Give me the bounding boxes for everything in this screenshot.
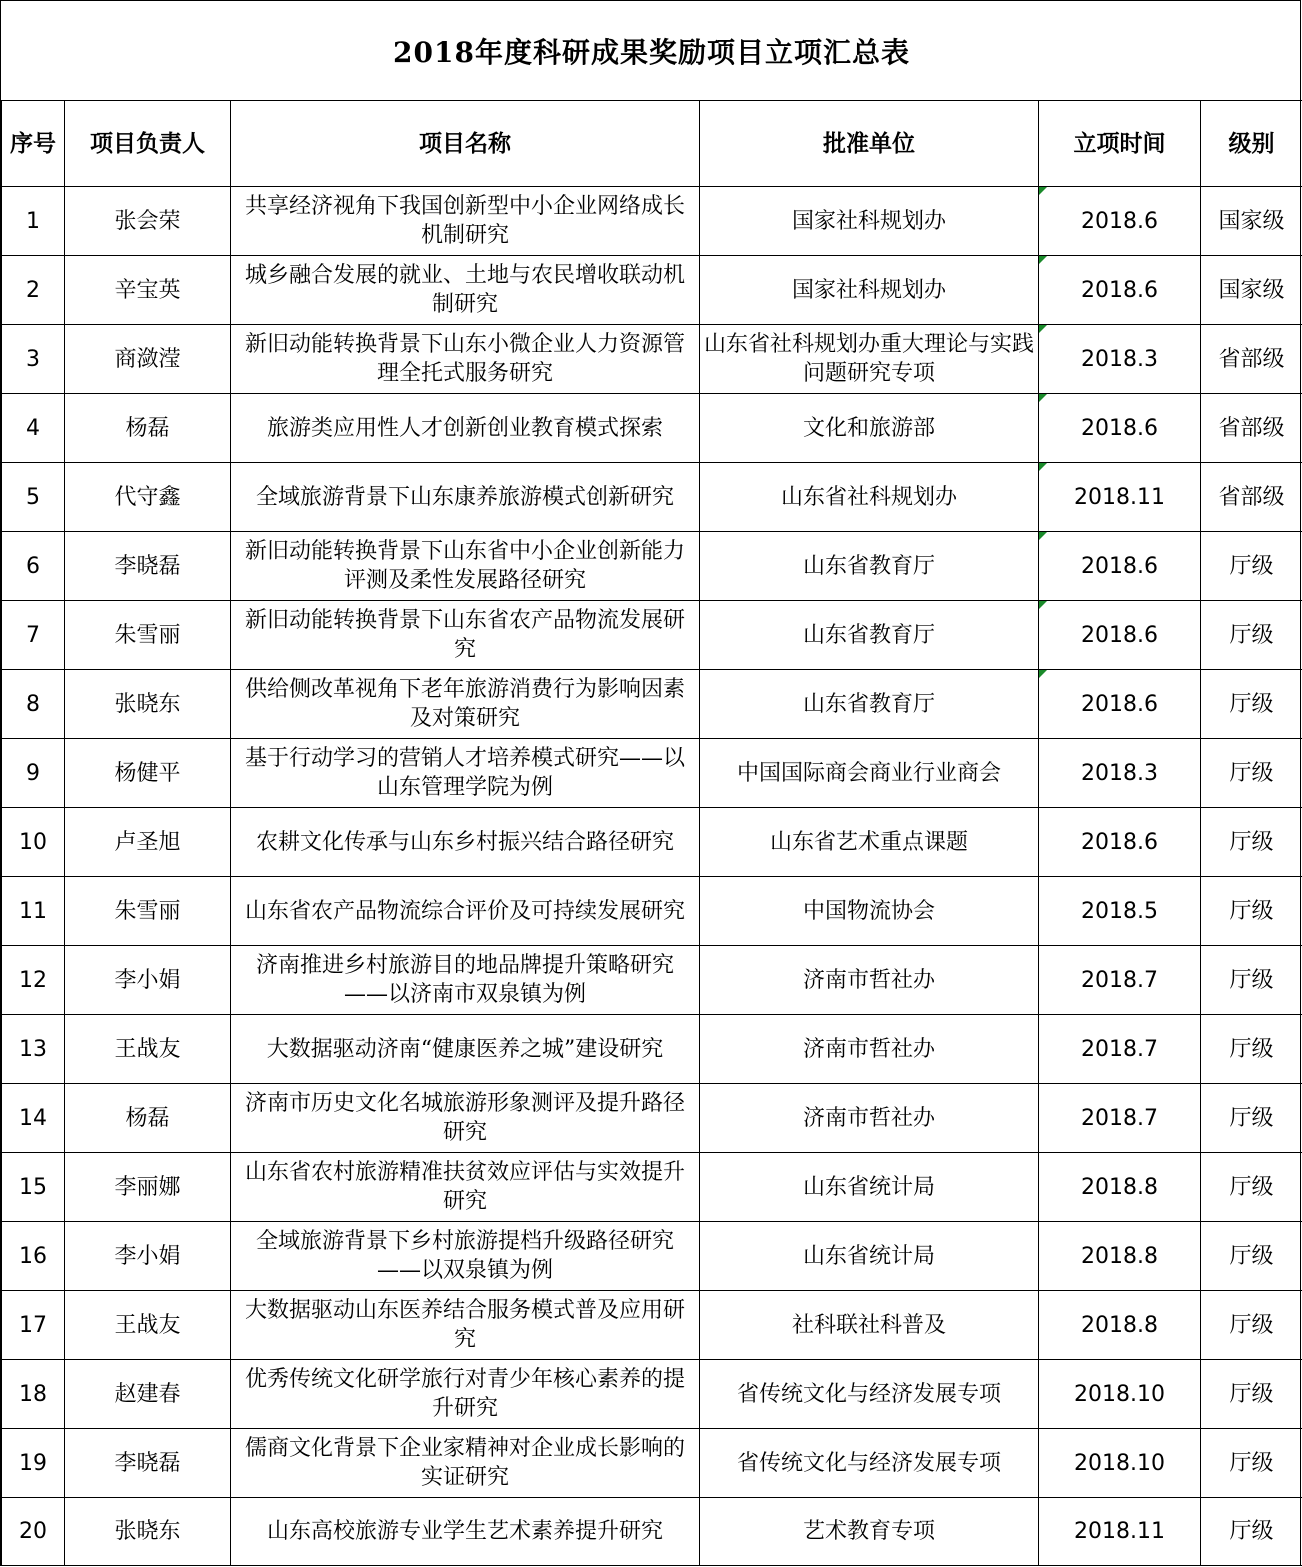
cell-level [1201, 739, 1302, 808]
cell-no [2, 1429, 65, 1498]
cell-leader-text: 李小娟 [114, 967, 181, 993]
cell-leader [65, 256, 231, 325]
cell-no [2, 1222, 65, 1291]
cell-time [1039, 1084, 1201, 1153]
title-row [1, 1, 1302, 101]
header-time: 立项时间 [1039, 101, 1201, 187]
cell-time [1039, 463, 1201, 532]
cell-no-text: 3 [26, 346, 40, 372]
cell-leader [65, 1153, 231, 1222]
cell-project-name-text: 优秀传统文化研学旅行对青少年核心素养的提升研究 [244, 1367, 685, 1421]
cell-no [2, 187, 65, 256]
cell-leader [65, 670, 231, 739]
comment-marker-icon [1039, 187, 1047, 195]
cell-leader [65, 1360, 231, 1429]
table-row [2, 946, 1302, 1015]
cell-time-text: 2018.11 [1074, 1519, 1165, 1544]
cell-no [2, 601, 65, 670]
cell-unit [700, 1498, 1039, 1566]
cell-time [1039, 256, 1201, 325]
cell-level [1201, 670, 1302, 739]
cell-level-text: 厅级 [1229, 898, 1274, 924]
cell-no-text: 16 [19, 1243, 47, 1269]
cell-level-text: 厅级 [1229, 1381, 1274, 1407]
cell-unit-text: 国家社科规划办 [791, 277, 946, 303]
cell-time [1039, 187, 1201, 256]
cell-leader [65, 946, 231, 1015]
cell-leader [65, 1291, 231, 1360]
cell-level [1201, 1222, 1302, 1291]
cell-project-name [231, 877, 700, 946]
cell-no [2, 325, 65, 394]
cell-leader [65, 877, 231, 946]
cell-project-name [231, 1498, 700, 1566]
cell-level-text: 厅级 [1229, 1450, 1274, 1476]
cell-no [2, 1291, 65, 1360]
cell-level [1201, 1153, 1302, 1222]
cell-leader [65, 187, 231, 256]
header-level: 级别 [1201, 101, 1302, 187]
cell-project-name [231, 532, 700, 601]
cell-leader-text: 卢圣旭 [114, 829, 181, 855]
cell-level-text: 厅级 [1229, 1105, 1274, 1131]
cell-leader-text: 王战友 [114, 1312, 181, 1338]
cell-unit-text: 中国国际商会商业行业商会 [736, 760, 1001, 786]
cell-level-text: 厅级 [1229, 1312, 1274, 1338]
cell-no-text: 12 [19, 967, 47, 993]
cell-unit [700, 1429, 1039, 1498]
cell-project-name-text: 大数据驱动济南“健康医养之城”建设研究 [266, 1036, 664, 1062]
cell-level-text: 省部级 [1218, 346, 1285, 372]
cell-time-text: 2018.6 [1081, 691, 1158, 717]
cell-project-name [231, 1360, 700, 1429]
cell-level [1201, 256, 1302, 325]
cell-time [1039, 739, 1201, 808]
cell-level-text: 厅级 [1229, 691, 1274, 717]
cell-unit [700, 601, 1039, 670]
cell-unit-text: 山东省艺术重点课题 [769, 829, 968, 855]
cell-level [1201, 601, 1302, 670]
cell-level [1201, 1084, 1302, 1153]
cell-unit-text: 省传统文化与经济发展专项 [736, 1381, 1001, 1407]
cell-time [1039, 670, 1201, 739]
cell-project-name [231, 256, 700, 325]
cell-leader [65, 1498, 231, 1566]
cell-unit-text: 山东省社科规划办重大理论与实践问题研究专项 [704, 332, 1035, 386]
table-row [2, 877, 1302, 946]
cell-no [2, 1153, 65, 1222]
cell-leader-text: 李小娟 [114, 1243, 181, 1269]
cell-no [2, 1498, 65, 1566]
cell-level [1201, 463, 1302, 532]
comment-marker-icon [1039, 670, 1047, 678]
cell-project-name [231, 1429, 700, 1498]
cell-no [2, 1084, 65, 1153]
cell-unit-text: 省传统文化与经济发展专项 [736, 1450, 1001, 1476]
cell-no-text: 10 [19, 829, 47, 855]
cell-level-text: 厅级 [1229, 1036, 1274, 1062]
cell-project-name [231, 1291, 700, 1360]
cell-unit [700, 1153, 1039, 1222]
cell-unit-text: 济南市哲社办 [802, 1105, 935, 1131]
cell-level [1201, 1498, 1302, 1566]
cell-time-text: 2018.3 [1081, 760, 1158, 786]
cell-unit [700, 1015, 1039, 1084]
cell-unit [700, 739, 1039, 808]
cell-time-text: 2018.7 [1081, 1036, 1158, 1062]
cell-project-name [231, 670, 700, 739]
cell-unit-text: 济南市哲社办 [802, 1036, 935, 1062]
cell-no [2, 1015, 65, 1084]
cell-project-name [231, 601, 700, 670]
cell-leader-text: 李晓磊 [114, 553, 181, 579]
cell-leader-text: 李晓磊 [114, 1450, 181, 1476]
cell-no [2, 808, 65, 877]
cell-leader-text: 张晓东 [114, 691, 181, 717]
table-row [2, 1498, 1302, 1566]
cell-time-text: 2018.6 [1081, 277, 1158, 303]
table-row [2, 1222, 1302, 1291]
cell-no [2, 946, 65, 1015]
cell-time-text: 2018.6 [1081, 553, 1158, 579]
cell-level-text: 厅级 [1229, 1519, 1274, 1544]
cell-unit [700, 394, 1039, 463]
header-unit: 批准单位 [700, 101, 1039, 187]
cell-level [1201, 1360, 1302, 1429]
cell-unit [700, 670, 1039, 739]
cell-level-text: 省部级 [1218, 484, 1285, 510]
cell-time [1039, 808, 1201, 877]
cell-level [1201, 1015, 1302, 1084]
cell-leader-text: 杨磊 [125, 415, 170, 441]
cell-project-name-text: 农耕文化传承与山东乡村振兴结合路径研究 [255, 829, 674, 855]
cell-project-name-text: 全域旅游背景下乡村旅游提档升级路径研究——以双泉镇为例 [255, 1229, 674, 1283]
cell-project-name [231, 808, 700, 877]
cell-unit [700, 808, 1039, 877]
cell-project-name-text: 全域旅游背景下山东康养旅游模式创新研究 [255, 484, 674, 510]
cell-time [1039, 1222, 1201, 1291]
cell-level [1201, 877, 1302, 946]
cell-level-text: 厅级 [1229, 1243, 1274, 1269]
cell-time [1039, 1429, 1201, 1498]
cell-project-name [231, 187, 700, 256]
cell-unit-text: 山东省教育厅 [802, 553, 935, 579]
table-row [2, 463, 1302, 532]
cell-time [1039, 532, 1201, 601]
cell-unit-text: 文化和旅游部 [802, 415, 935, 441]
cell-no [2, 877, 65, 946]
cell-unit [700, 1222, 1039, 1291]
cell-level-text: 国家级 [1218, 208, 1285, 234]
cell-leader-text: 商潋滢 [114, 346, 181, 372]
cell-time-text: 2018.7 [1081, 967, 1158, 993]
cell-level-text: 厅级 [1229, 967, 1274, 993]
cell-time [1039, 946, 1201, 1015]
cell-no-text: 14 [19, 1105, 47, 1131]
cell-unit [700, 1291, 1039, 1360]
cell-leader-text: 李丽娜 [114, 1174, 181, 1200]
cell-unit-text: 济南市哲社办 [802, 967, 935, 993]
cell-project-name-text: 旅游类应用性人才创新创业教育模式探索 [266, 415, 663, 441]
cell-level [1201, 325, 1302, 394]
comment-marker-icon [1039, 256, 1047, 264]
cell-project-name [231, 1084, 700, 1153]
comment-marker-icon [1039, 463, 1047, 471]
table-row [2, 1084, 1302, 1153]
cell-time-text: 2018.3 [1081, 346, 1158, 372]
cell-project-name [231, 1153, 700, 1222]
table-row [2, 256, 1302, 325]
cell-leader-text: 朱雪丽 [114, 898, 181, 924]
cell-project-name-text: 新旧动能转换背景下山东小微企业人力资源管理全托式服务研究 [244, 332, 685, 386]
cell-time-text: 2018.6 [1081, 415, 1158, 441]
page-title: 2018年度科研成果奖励项目立项汇总表 [393, 35, 910, 69]
table-row [2, 532, 1302, 601]
cell-project-name-text: 基于行动学习的营销人才培养模式研究——以山东管理学院为例 [244, 746, 685, 800]
table-row [2, 1153, 1302, 1222]
cell-time-text: 2018.8 [1081, 1174, 1158, 1200]
cell-no-text: 1 [26, 208, 40, 234]
cell-project-name-text: 城乡融合发展的就业、土地与农民增收联动机制研究 [244, 263, 685, 317]
cell-no-text: 7 [26, 622, 40, 648]
cell-leader [65, 1084, 231, 1153]
cell-no-text: 20 [19, 1519, 47, 1544]
comment-marker-icon [1039, 325, 1047, 333]
cell-unit-text: 山东省统计局 [802, 1243, 935, 1269]
cell-no-text: 5 [26, 484, 40, 510]
cell-level-text: 厅级 [1229, 829, 1274, 855]
cell-project-name-text: 济南市历史文化名城旅游形象测评及提升路径研究 [244, 1091, 685, 1145]
cell-leader-text: 辛宝英 [114, 277, 181, 303]
cell-project-name-text: 山东省农村旅游精准扶贫效应评估与实效提升研究 [244, 1160, 685, 1214]
cell-project-name [231, 325, 700, 394]
cell-level [1201, 187, 1302, 256]
cell-time-text: 2018.8 [1081, 1243, 1158, 1269]
cell-project-name-text: 济南推进乡村旅游目的地品牌提升策略研究——以济南市双泉镇为例 [255, 953, 674, 1007]
cell-level [1201, 1291, 1302, 1360]
header-leader: 项目负责人 [65, 101, 231, 187]
cell-project-name-text: 新旧动能转换背景下山东省农产品物流发展研究 [244, 608, 685, 662]
cell-time [1039, 1291, 1201, 1360]
cell-unit [700, 946, 1039, 1015]
project-table [1, 100, 1302, 1566]
cell-project-name [231, 1222, 700, 1291]
table-row [2, 1015, 1302, 1084]
cell-leader-text: 朱雪丽 [114, 622, 181, 648]
cell-level-text: 厅级 [1229, 1174, 1274, 1200]
cell-time-text: 2018.6 [1081, 829, 1158, 855]
cell-level [1201, 1429, 1302, 1498]
cell-leader [65, 601, 231, 670]
cell-time [1039, 1153, 1201, 1222]
cell-project-name-text: 共享经济视角下我国创新型中小企业网络成长机制研究 [244, 194, 685, 248]
cell-project-name-text: 儒商文化背景下企业家精神对企业成长影响的实证研究 [244, 1436, 685, 1490]
cell-unit [700, 1084, 1039, 1153]
header-row [2, 101, 1302, 187]
table-row [2, 670, 1302, 739]
cell-unit [700, 187, 1039, 256]
header-name: 项目名称 [231, 101, 700, 187]
cell-no-text: 17 [19, 1312, 47, 1338]
cell-project-name-text: 山东省农产品物流综合评价及可持续发展研究 [244, 898, 685, 924]
table-row [2, 187, 1302, 256]
cell-leader-text: 王战友 [114, 1036, 181, 1062]
cell-no [2, 463, 65, 532]
cell-unit-text: 艺术教育专项 [802, 1519, 935, 1544]
cell-unit-text: 国家社科规划办 [791, 208, 946, 234]
cell-no-text: 18 [19, 1381, 47, 1407]
cell-leader [65, 532, 231, 601]
comment-marker-icon [1039, 532, 1047, 540]
cell-unit [700, 463, 1039, 532]
cell-time [1039, 325, 1201, 394]
cell-leader [65, 808, 231, 877]
cell-leader [65, 739, 231, 808]
cell-no [2, 1360, 65, 1429]
cell-no [2, 532, 65, 601]
cell-time [1039, 1015, 1201, 1084]
cell-level [1201, 808, 1302, 877]
cell-project-name-text: 山东高校旅游专业学生艺术素养提升研究 [266, 1519, 663, 1544]
cell-level-text: 厅级 [1229, 553, 1274, 579]
cell-unit-text: 山东省社科规划办 [780, 484, 957, 510]
cell-time [1039, 1498, 1201, 1566]
cell-leader-text: 赵建春 [114, 1381, 181, 1407]
cell-time-text: 2018.10 [1074, 1381, 1165, 1407]
cell-no-text: 13 [19, 1036, 47, 1062]
cell-leader-text: 张会荣 [114, 208, 181, 234]
cell-no-text: 15 [19, 1174, 47, 1200]
cell-level-text: 省部级 [1218, 415, 1285, 441]
cell-unit-text: 山东省统计局 [802, 1174, 935, 1200]
cell-project-name [231, 739, 700, 808]
cell-no-text: 4 [26, 415, 40, 441]
cell-unit [700, 1360, 1039, 1429]
cell-time [1039, 1360, 1201, 1429]
cell-no [2, 256, 65, 325]
cell-leader [65, 463, 231, 532]
cell-project-name [231, 463, 700, 532]
cell-unit [700, 256, 1039, 325]
table-row [2, 1429, 1302, 1498]
cell-project-name-text: 新旧动能转换背景下山东省中小企业创新能力评测及柔性发展路径研究 [244, 539, 685, 593]
cell-leader-text: 杨磊 [125, 1105, 170, 1131]
cell-unit-text: 山东省教育厅 [802, 622, 935, 648]
table-row [2, 1291, 1302, 1360]
cell-leader [65, 325, 231, 394]
cell-project-name-text: 供给侧改革视角下老年旅游消费行为影响因素及对策研究 [244, 677, 685, 731]
cell-project-name-text: 大数据驱动山东医养结合服务模式普及应用研究 [244, 1298, 685, 1352]
cell-time-text: 2018.8 [1081, 1312, 1158, 1338]
table-body [2, 187, 1302, 1566]
cell-no-text: 9 [26, 760, 40, 786]
header-no: 序号 [2, 101, 65, 187]
cell-no [2, 670, 65, 739]
cell-leader [65, 1222, 231, 1291]
cell-unit-text: 中国物流协会 [802, 898, 935, 924]
cell-no-text: 11 [19, 898, 47, 924]
cell-unit [700, 877, 1039, 946]
cell-level [1201, 394, 1302, 463]
table-row [2, 394, 1302, 463]
cell-time-text: 2018.5 [1081, 898, 1158, 924]
cell-leader-text: 代守鑫 [114, 484, 181, 510]
cell-no-text: 19 [19, 1450, 47, 1476]
cell-time [1039, 601, 1201, 670]
cell-no-text: 6 [26, 553, 40, 579]
cell-no-text: 8 [26, 691, 40, 717]
table-row [2, 325, 1302, 394]
table-row [2, 601, 1302, 670]
cell-time [1039, 394, 1201, 463]
table-row [2, 808, 1302, 877]
comment-marker-icon [1039, 394, 1047, 402]
cell-time-text: 2018.6 [1081, 622, 1158, 648]
cell-time-text: 2018.11 [1074, 484, 1165, 510]
cell-leader-text: 张晓东 [114, 1519, 181, 1544]
cell-level [1201, 946, 1302, 1015]
cell-no [2, 739, 65, 808]
cell-no [2, 394, 65, 463]
cell-time-text: 2018.6 [1081, 208, 1158, 234]
cell-project-name [231, 946, 700, 1015]
cell-level-text: 厅级 [1229, 760, 1274, 786]
cell-unit-text: 社科联社科普及 [791, 1312, 946, 1338]
cell-unit-text: 山东省教育厅 [802, 691, 935, 717]
cell-level-text: 国家级 [1218, 277, 1285, 303]
cell-leader-text: 杨健平 [114, 760, 181, 786]
cell-unit [700, 532, 1039, 601]
cell-level [1201, 532, 1302, 601]
cell-project-name [231, 394, 700, 463]
cell-time-text: 2018.10 [1074, 1450, 1165, 1476]
table-row [2, 739, 1302, 808]
cell-time-text: 2018.7 [1081, 1105, 1158, 1131]
cell-leader [65, 1015, 231, 1084]
cell-leader [65, 1429, 231, 1498]
cell-level-text: 厅级 [1229, 622, 1274, 648]
cell-unit [700, 325, 1039, 394]
cell-no-text: 2 [26, 277, 40, 303]
table-row [2, 1360, 1302, 1429]
comment-marker-icon [1039, 601, 1047, 609]
cell-leader [65, 394, 231, 463]
cell-project-name [231, 1015, 700, 1084]
cell-time [1039, 877, 1201, 946]
